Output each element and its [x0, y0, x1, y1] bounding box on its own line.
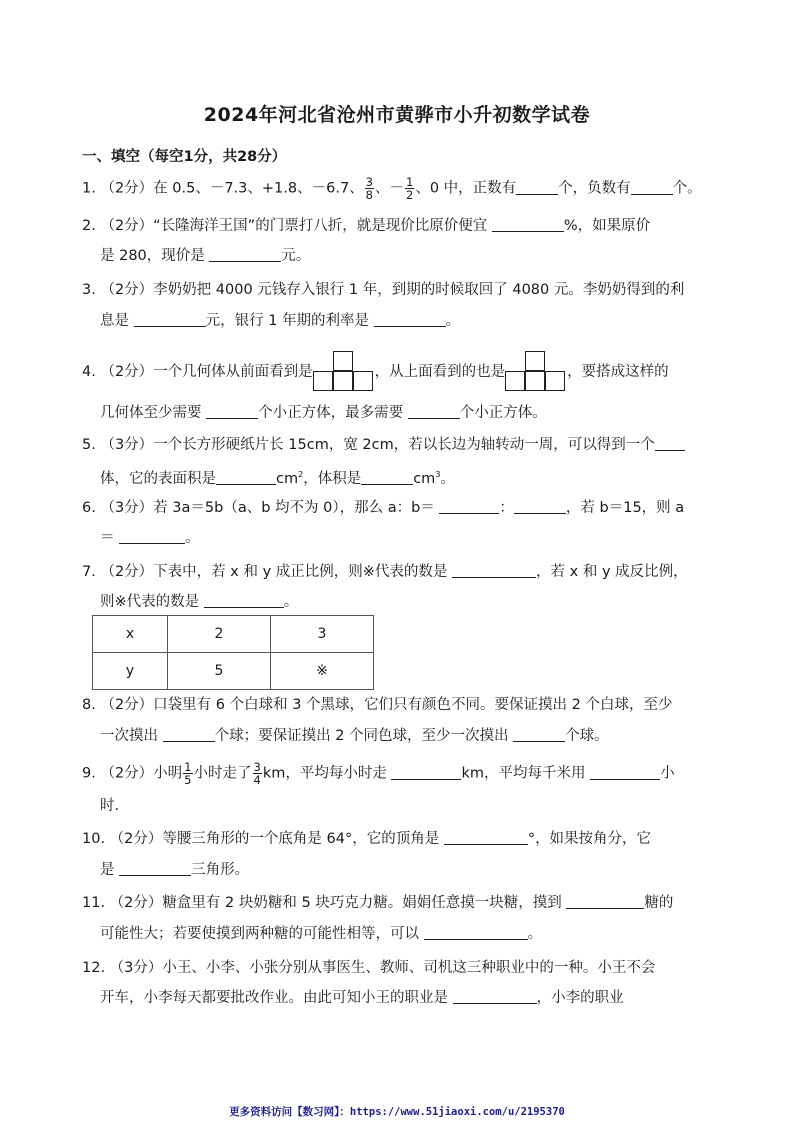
- answer-blank[interactable]: [163, 727, 215, 742]
- answer-blank[interactable]: [492, 217, 564, 232]
- fraction: $\frac{1}{2}$: [406, 175, 414, 202]
- table-row: [93, 616, 374, 653]
- answer-blank[interactable]: [206, 404, 258, 419]
- page-title: 2024年河北省沧州市黄骅市小升初数学试卷: [203, 104, 591, 126]
- answer-blank[interactable]: [439, 499, 499, 514]
- table-cell: y: [93, 653, 168, 690]
- answer-blank[interactable]: [119, 529, 185, 544]
- fraction: $\frac{3}{4}$: [253, 760, 261, 787]
- section-heading: 一、填空（每空1分，共28分）: [82, 149, 287, 165]
- answer-blank[interactable]: [452, 563, 536, 578]
- question-8-cont: 一次摸出 个球；要保证摸出 2 个同色球，至少一次摸出 个球。: [100, 728, 609, 744]
- answer-blank[interactable]: [374, 312, 446, 327]
- answer-blank[interactable]: [513, 727, 565, 742]
- question-8: 8. （2分）口袋里有 6 个白球和 3 个黑球，它们只有颜色不同。要保证摸出 2 个白球，至少: [82, 697, 673, 713]
- top-view-figure: [505, 351, 567, 393]
- question-3-cont: 息是 元，银行 1 年期的利率是 。: [100, 313, 461, 329]
- xy-table: [92, 615, 374, 690]
- table-cell: 5: [168, 653, 271, 690]
- question-11-cont: 可能性大；若要使摸到两种糖的可能性相等，可以 。: [100, 926, 543, 942]
- question-10-cont: 是 三角形。: [100, 862, 250, 878]
- question-12: 12. （3分）小王、小李、小张分别从事医生、教师、司机这三种职业中的一种。小王不会: [82, 960, 656, 976]
- question-9-cont: 时.: [100, 798, 120, 814]
- answer-blank[interactable]: [590, 765, 660, 780]
- answer-blank[interactable]: [408, 404, 460, 419]
- table-cell: 3: [271, 616, 374, 653]
- fraction: $\frac{3}{8}$: [365, 175, 373, 202]
- answer-blank[interactable]: [361, 470, 413, 485]
- front-view-figure: [313, 351, 375, 393]
- question-11: 11. （2分）糖盒里有 2 块奶糖和 5 块巧克力糖。娟娟任意摸一块糖，摸到 糖的: [82, 895, 674, 911]
- question-5-cont: 体，它的表面积是 $cm^2$，体积是 $cm^3$。: [100, 470, 455, 487]
- table-cell: x: [93, 616, 168, 653]
- answer-blank[interactable]: [424, 925, 528, 940]
- question-12-cont: 开车，小李每天都要批改作业。由此可知小王的职业是 ，小李的职业: [100, 990, 624, 1006]
- answer-blank[interactable]: [216, 470, 276, 485]
- question-6: 6. （3分）若 3a＝5b（a、b 均不为 0），那么 a：b＝ ： ，若 b＝15，则 a: [82, 500, 685, 516]
- answer-blank[interactable]: [119, 861, 191, 876]
- table-cell: ※: [271, 653, 374, 690]
- answer-blank[interactable]: [444, 830, 528, 845]
- answer-blank[interactable]: [204, 593, 284, 608]
- answer-blank[interactable]: [631, 180, 673, 195]
- answer-blank[interactable]: [655, 436, 685, 451]
- question-6-cont: ＝ 。: [100, 530, 200, 546]
- question-5: 5. （3分）一个长方形硬纸片长 15cm，宽 2cm，若以长边为轴转动一周，可以得到一个: [82, 435, 718, 455]
- question-9: 9. （2分）小明 $\frac{1}{5}$ 小时走了 $\frac{3}{4}$ km，平均每小时走 km，平均每千米用 小: [82, 760, 675, 787]
- question-2-cont: 是 280，现价是 元。: [100, 248, 311, 264]
- answer-blank[interactable]: [453, 989, 537, 1004]
- question-7: 7. （2分）下表中，若 x 和 y 成正比例，则※代表的数是 ，若 x 和 y 成反比例，: [82, 564, 688, 580]
- answer-blank[interactable]: [516, 180, 558, 195]
- answer-blank[interactable]: [514, 499, 566, 514]
- question-3: 3. （2分）李奶奶把 4000 元钱存入银行 1 年，到期的时候取回了 4080 元。李奶奶得到的利: [82, 282, 685, 298]
- question-4-cont: 几何体至少需要 个小正方体，最多需要 个小正方体。: [100, 405, 547, 421]
- question-7-cont: 则※代表的数是 。: [100, 594, 299, 610]
- fraction: $\frac{1}{5}$: [184, 760, 192, 787]
- question-4: 4. （2分）一个几何体从前面看到是 ，从上面看到的也是 ，要搭成这样的: [82, 351, 718, 393]
- answer-blank[interactable]: [566, 894, 644, 909]
- answer-blank[interactable]: [209, 247, 281, 262]
- question-2: 2. （2分）“长隆海洋王国”的门票打八折，就是现价比原价便宜 %，如果原价: [82, 218, 651, 234]
- footer-link[interactable]: 更多资料访问【数习网】：https://www.51jiaoxi.com/u/2195370: [229, 1106, 565, 1118]
- answer-blank[interactable]: [134, 312, 206, 327]
- answer-blank[interactable]: [391, 765, 461, 780]
- table-row: [93, 653, 374, 690]
- question-1: 1. （2分）在 0.5、－7.3、+1.8、－6.7、 $\frac{3}{8}$ 、－ $\frac{1}{2}$ 、0 中，正数有 个，负数有 个。: [82, 175, 702, 202]
- table-cell: 2: [168, 616, 271, 653]
- question-10: 10. （2分）等腰三角形的一个底角是 64°，它的顶角是 °，如果按角分，它: [82, 831, 652, 847]
